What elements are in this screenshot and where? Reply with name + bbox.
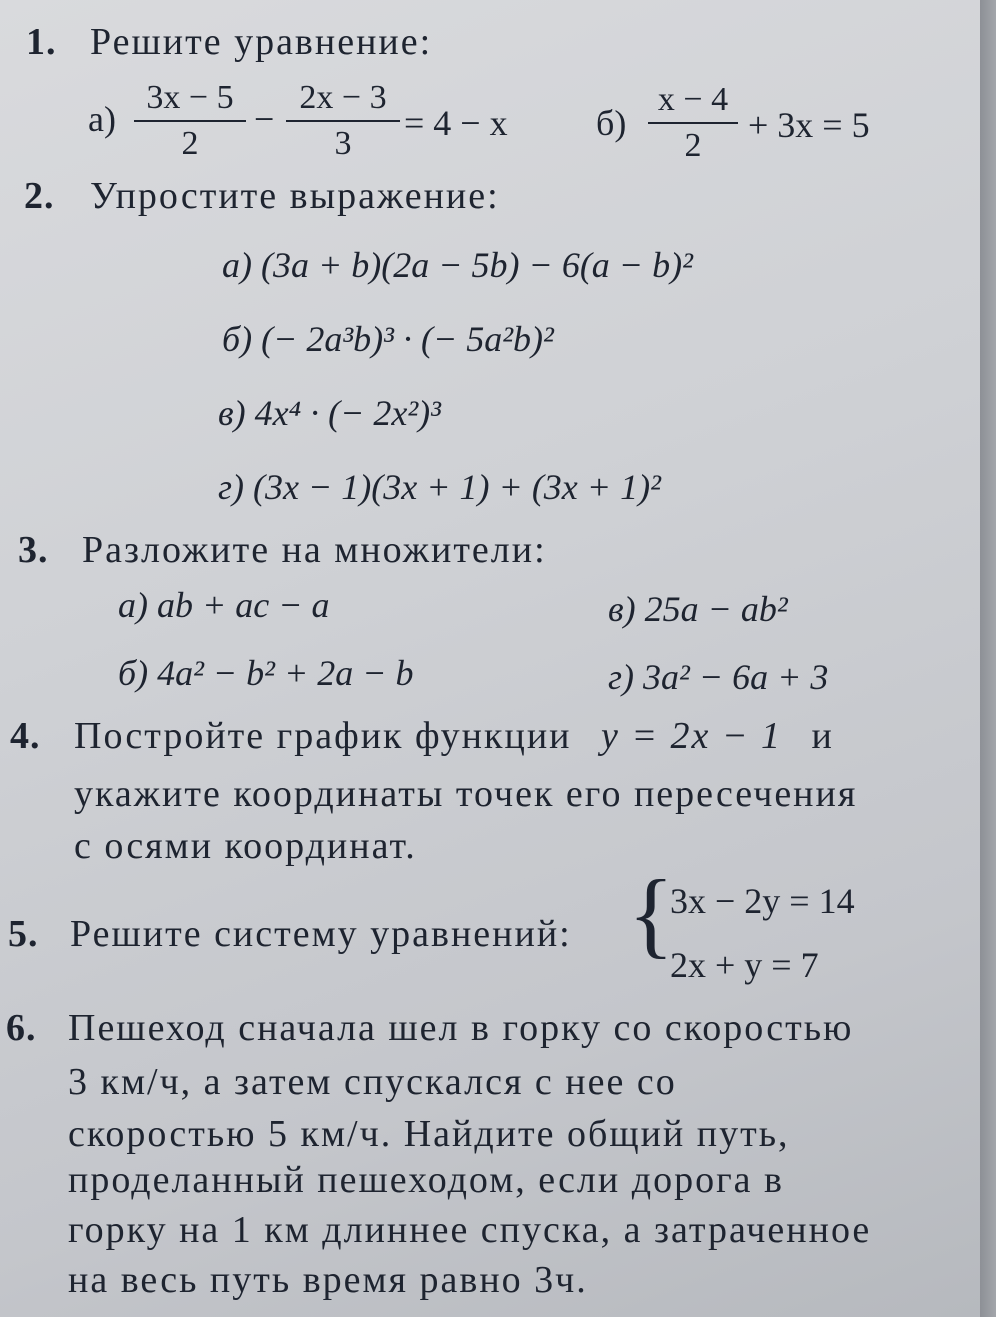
fraction-bar xyxy=(648,122,738,124)
fraction-numerator: 2x − 3 xyxy=(299,79,387,116)
task-3b-expression: б) 4a² − b² + 2a − b xyxy=(118,653,414,693)
task-2-number: 2. xyxy=(24,175,55,217)
fraction-bar xyxy=(286,120,400,122)
task-5-number: 5. xyxy=(8,913,39,955)
task-6-line-3: скоростью 5 км/ч. Найдите общий путь, xyxy=(68,1113,790,1155)
task-1-number: 1. xyxy=(26,21,57,63)
task-1b-fraction xyxy=(648,80,738,166)
task-4-number: 4. xyxy=(10,715,41,757)
task-6-line-5: горку на 1 км длиннее спуска, а затраченное xyxy=(68,1209,872,1251)
task-6-line-2: 3 км/ч, а затем спускался с нее со xyxy=(68,1061,677,1103)
task-2a-expression: а) (3a + b)(2a − 5b) − 6(a − b)² xyxy=(222,245,693,285)
task-4-line-1 xyxy=(74,714,834,758)
fraction-numerator: x − 4 xyxy=(657,81,729,118)
task-5-equation-2: 2x + y = 7 xyxy=(670,945,819,985)
fraction-denominator: 2 xyxy=(181,125,199,162)
task-4-prompt: Постройте график функции xyxy=(74,715,572,757)
task-4-line-2: укажите координаты точек его пересечения xyxy=(74,773,858,815)
task-1b-rhs: + 3x = 5 xyxy=(748,105,870,145)
task-6-line-4: проделанный пешеходом, если дорога в xyxy=(68,1159,784,1201)
task-1a-fraction-2 xyxy=(286,78,400,164)
task-1a-minus: − xyxy=(254,99,275,139)
task-2-title: Упростите выражение: xyxy=(90,175,500,217)
task-1a-rhs: = 4 − x xyxy=(404,103,508,143)
fraction-numerator: 3x − 5 xyxy=(146,79,234,116)
fraction-bar xyxy=(134,120,246,122)
fraction-denominator: 2 xyxy=(684,127,702,164)
task-1a-fraction-1 xyxy=(134,78,246,164)
task-4-line-3: с осями координат. xyxy=(74,825,417,867)
task-6-line-1: Пешеход сначала шел в горку со скоростью xyxy=(68,1007,854,1049)
task-4-function: y = 2x − 1 xyxy=(601,715,783,757)
task-3a-expression: а) ab + ac − a xyxy=(118,585,330,625)
task-2d-expression: г) (3x − 1)(3x + 1) + (3x + 1)² xyxy=(218,467,661,507)
task-6-line-6: на весь путь время равно 3ч. xyxy=(68,1259,588,1301)
task-4-conjunction: и xyxy=(811,715,834,757)
fraction-denominator: 3 xyxy=(334,125,352,162)
task-1b-label: б) xyxy=(596,103,627,143)
task-3c-expression: в) 25a − ab² xyxy=(608,589,788,629)
task-5-title: Решите систему уравнений: xyxy=(70,913,572,955)
task-2c-expression: в) 4x⁴ · (− 2x²)³ xyxy=(218,393,441,433)
task-3d-expression: г) 3a² − 6a + 3 xyxy=(608,657,829,697)
task-3-title: Разложите на множители: xyxy=(82,529,547,571)
task-1-title: Решите уравнение: xyxy=(90,21,433,63)
task-2b-expression: б) (− 2a³b)³ · (− 5a²b)² xyxy=(222,319,554,359)
task-5-equation-1: 3x − 2y = 14 xyxy=(670,881,855,921)
page-edge-shadow xyxy=(980,0,996,1317)
task-1a-label: а) xyxy=(88,99,116,139)
task-6-number: 6. xyxy=(6,1007,37,1049)
system-brace: { xyxy=(628,860,675,967)
task-3-number: 3. xyxy=(18,529,49,571)
